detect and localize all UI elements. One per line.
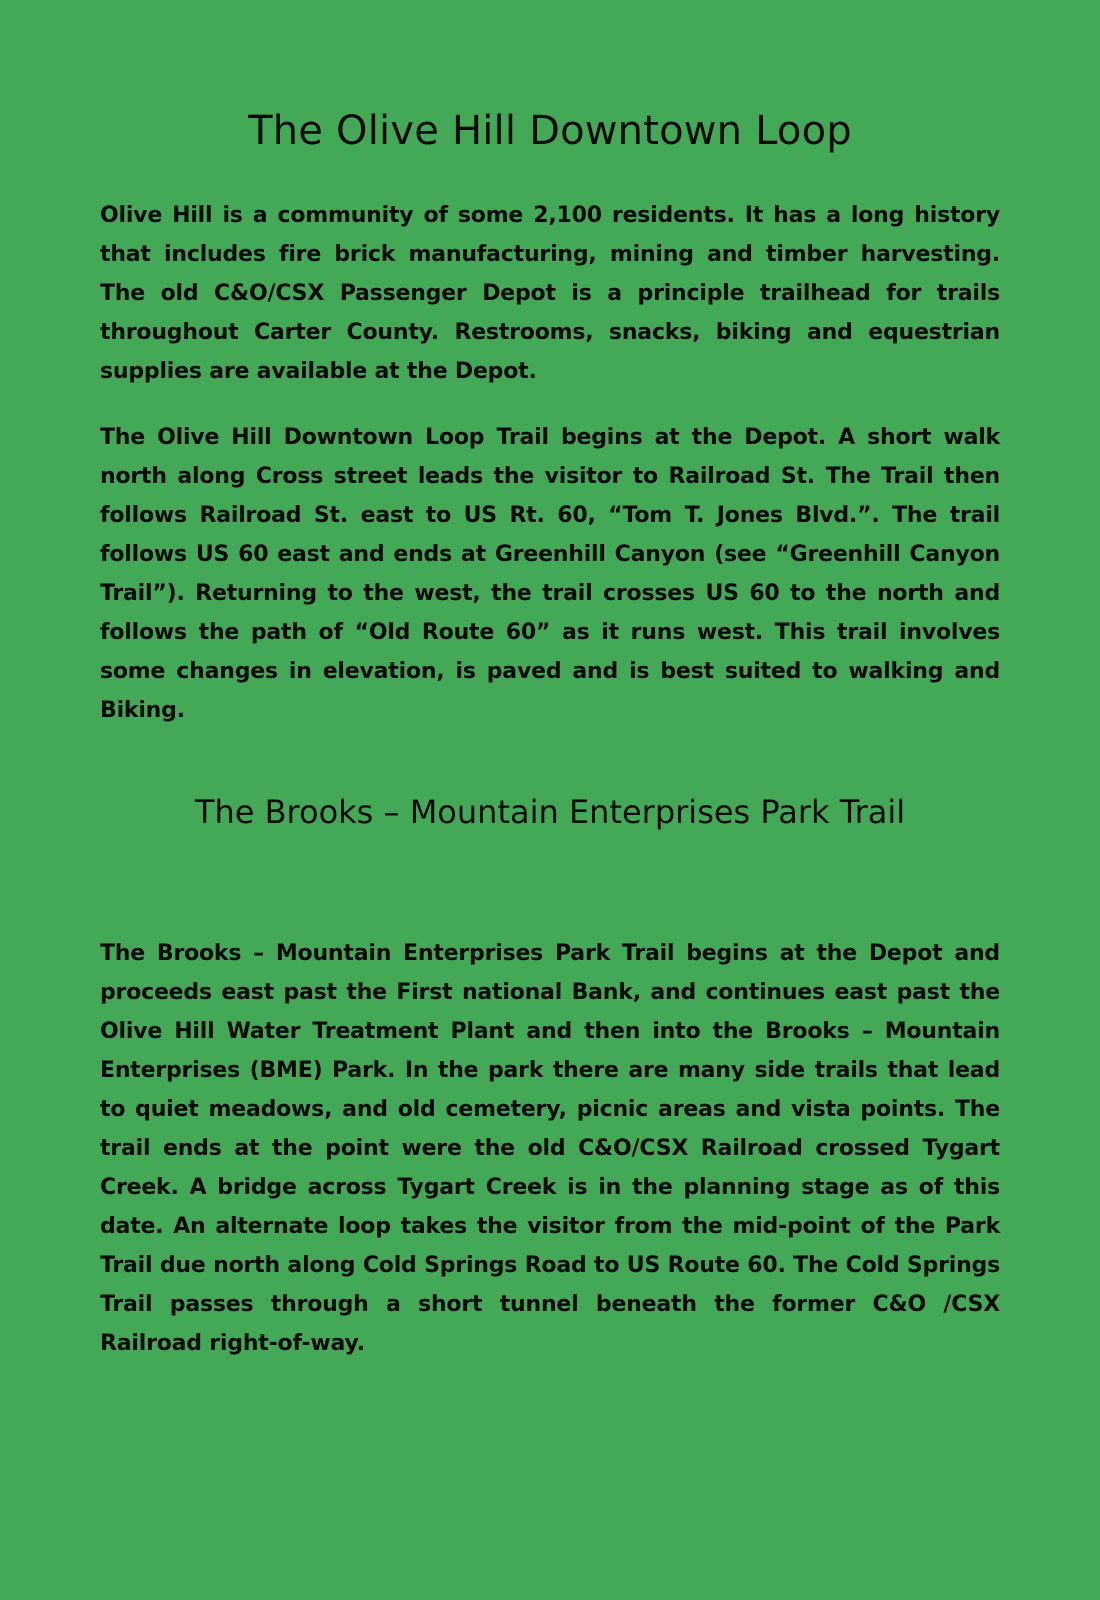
downtown-loop-title: The Olive Hill Downtown Loop [248, 108, 852, 154]
olive-hill-intro-paragraph: Olive Hill is a community of some 2,100 residents. It has a long history that includes fire brick manufacturing, mining and timber harvesting. The old C&O/CSX Passenger Depot is a principle trailhead for trails throughout Carter County. Restrooms, snacks, biking and equestrian supplies are available at the Depot. [100, 203, 1000, 384]
bme-park-trail-description-paragraph: The Brooks – Mountain Enterprises Park Trail begins at the Depot and proceeds east past the First national Bank, and continues east past the Olive Hill Water Treatment Plant and then into the Brooks – Mountain Enterprises (BME) Park. In the park there are many side trails that lead to quiet meadows, and old cemetery, picnic areas and vista points. The trail ends at the point were the old C&O/CSX Railroad crossed Tygart Creek. A bridge across Tygart Creek is in the planning stage as of this date. An alternate loop takes the visitor from the mid-point of the Park Trail due north along Cold Springs Road to US Route 60. The Cold Springs Trail passes through a short tunnel beneath the former C&O /CSX Railroad right-of-way. [100, 941, 1000, 1356]
bme-park-trail-title: The Brooks – Mountain Enterprises Park Trail [194, 793, 906, 831]
downtown-loop-description-paragraph: The Olive Hill Downtown Loop Trail begins at the Depot. A short walk north along Cross street leads the visitor to Railroad St. The Trail then follows Railroad St. east to US Rt. 60, “Tom T. Jones Blvd.”. The trail follows US 60 east and ends at Greenhill Canyon (see “Greenhill Canyon Trail”). Returning to the west, the trail crosses US 60 to the north and follows the path of “Old Route 60” as it runs west. This trail involves some changes in elevation, is paved and is best suited to walking and Biking. [100, 425, 1000, 723]
